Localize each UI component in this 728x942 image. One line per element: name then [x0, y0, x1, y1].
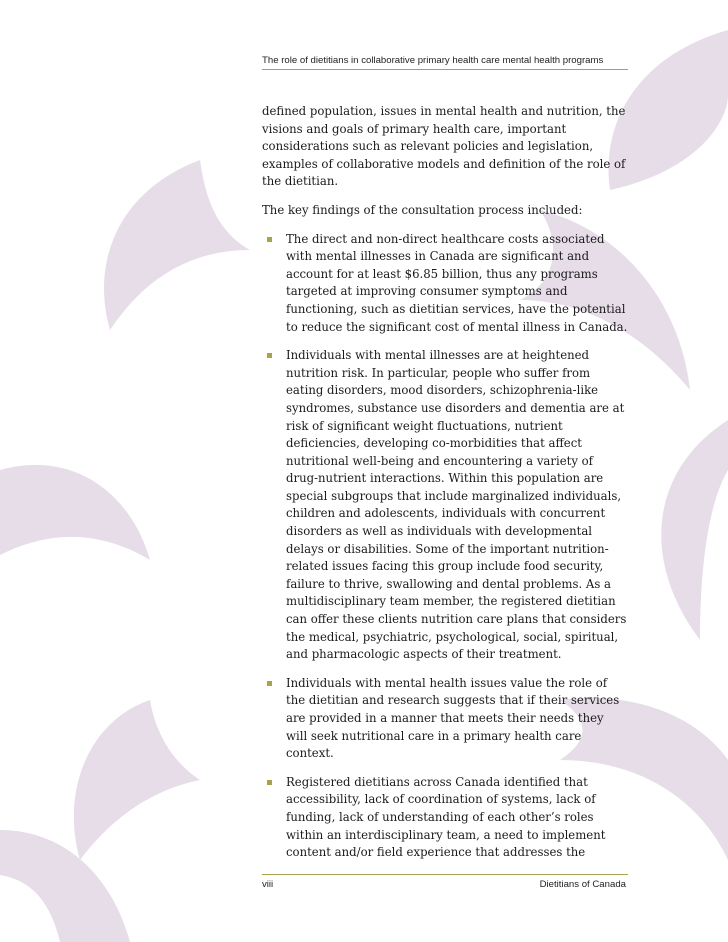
intro-paragraph: defined population, issues in mental health and nutrition, the visions and goals of primary health care, important considerations such as relevant policies and legislation, examples of collaborative models and definition of the role of the dietitian.	[262, 104, 626, 189]
bullet-square-icon	[267, 780, 272, 785]
list-item	[262, 347, 628, 664]
header-rule	[262, 69, 628, 70]
findings-list	[262, 231, 628, 862]
page-number: viii	[262, 879, 274, 890]
list-item-text: Registered dietitians across Canada identified that accessibility, lack of coordination of systems, lack of funding, lack of understanding of each other’s roles within an interdisciplinary team, a need to implement content and/or field experience that addresses the	[286, 774, 606, 860]
page-body	[262, 103, 628, 873]
list-item-text: The direct and non-direct healthcare costs associated with mental illnesses in Canada are significant and account for at least $6.85 billion, thus any programs targeted at improving consumer symptoms and functioning, such as dietitian services, have the potential to reduce the significant cost of mental illness in Canada.	[286, 231, 628, 334]
bullet-square-icon	[267, 681, 272, 686]
list-item-text: Individuals with mental health issues value the role of the dietitian and research suggests that if their services are provided in a manner that meets their needs they will seek nutritional care in a primary health care context.	[286, 675, 620, 761]
crescent-shape	[74, 700, 200, 860]
list-item	[262, 774, 628, 862]
findings-lead: The key findings of the consultation process included:	[262, 202, 583, 217]
crescent-shape	[661, 420, 728, 640]
footer-publisher: Dietitians of Canada	[539, 879, 626, 890]
crescent-shape	[0, 465, 150, 560]
bullet-square-icon	[267, 237, 272, 242]
list-item	[262, 231, 628, 337]
running-header: The role of dietitians in collaborative primary health care mental health programs	[262, 55, 604, 66]
bullet-square-icon	[267, 353, 272, 358]
list-item-text: Individuals with mental illnesses are at heightened nutrition risk. In particular, people who suffer from eating disorders, mood disorders, schizophrenia-like syndromes, substance use disorders and dementia are at risk of significant weight fluctuations, nutrient deficiencies, developing co-morbidities that affect nutritional well-being and encountering a variety of drug-nutrient interactions. Within this population are special subgroups that include marginalized individuals, children and adolescents, individuals with concurrent disorders as well as individuals with developmental delays or disabilities. Some of the important nutrition-related issues facing this group include food security, failure to thrive, swallowing and dental problems. As a multidisciplinary team member, the registered dietitian can offer these clients nutrition care plans that considers the medical, psychiatric, psychological, social, spiritual, and pharmacologic aspects of their treatment.	[286, 348, 627, 662]
footer-rule	[262, 874, 628, 875]
list-item	[262, 675, 628, 763]
crescent-shape	[104, 160, 250, 330]
crescent-shape	[0, 830, 130, 942]
